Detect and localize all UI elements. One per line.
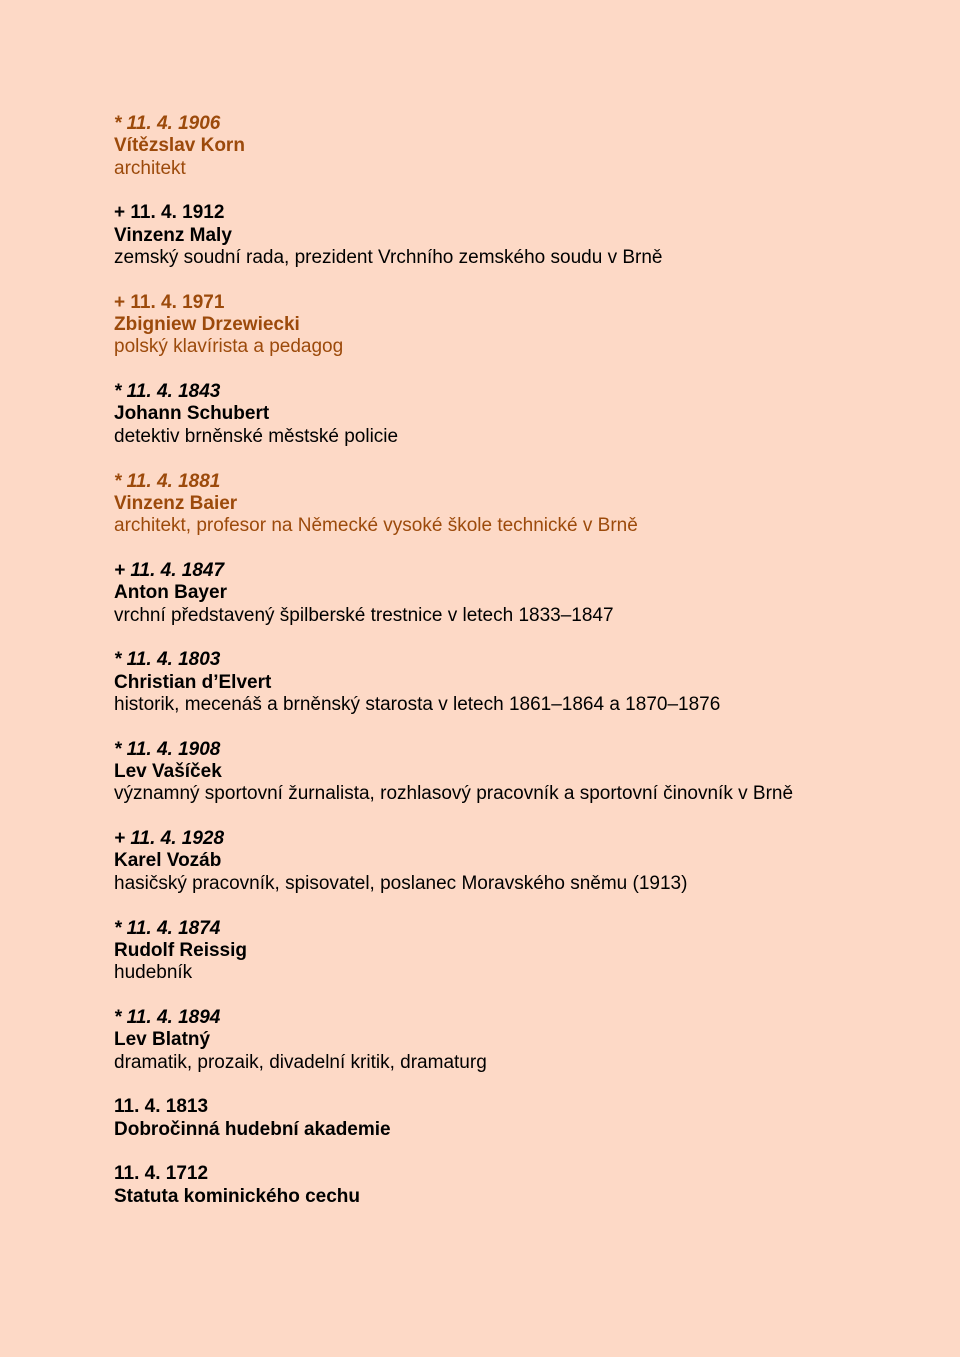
entry-date: * 11. 4. 1881	[114, 470, 221, 492]
list-item	[114, 1007, 934, 1074]
entry-date: + 11. 4. 1912	[114, 202, 225, 224]
list-item	[114, 918, 934, 985]
entry-description: zemský soudní rada, prezident Vrchního zemského soudu v Brně	[114, 246, 663, 268]
entry-description: architekt	[114, 157, 186, 179]
entry-description: architekt, profesor na Německé vysoké škole technické v Brně	[114, 515, 638, 537]
entry-name: Rudolf Reissig	[114, 939, 248, 961]
entry-description: hasičský pracovník, spisovatel, poslanec Moravského sněmu (1913)	[114, 872, 688, 894]
entry-name: Anton Bayer	[114, 582, 227, 604]
list-item	[114, 381, 934, 448]
entry-description: hudebník	[114, 962, 193, 984]
entry-name: Johann Schubert	[114, 403, 270, 425]
list-item	[114, 202, 934, 269]
entry-description: polský klavírista a pedagog	[114, 336, 344, 358]
entry-name: Statuta kominického cechu	[114, 1185, 361, 1207]
list-item	[114, 739, 934, 806]
entry-name: Lev Blatný	[114, 1029, 211, 1051]
entry-date: * 11. 4. 1906	[114, 113, 221, 134]
list-item	[114, 560, 934, 627]
entry-name: Christian d’Elvert	[114, 671, 272, 693]
entry-date: * 11. 4. 1908	[114, 738, 221, 760]
entry-name: Zbigniew Drzewiecki	[114, 314, 300, 336]
list-item	[114, 471, 934, 538]
list-item	[114, 1163, 934, 1208]
entry-date: 11. 4. 1712	[114, 1163, 209, 1185]
entries-list	[114, 113, 934, 1230]
list-item	[114, 113, 934, 180]
entry-description: historik, mecenáš a brněnský starosta v letech 1861–1864 a 1870–1876	[114, 693, 721, 715]
entry-date: 11. 4. 1813	[114, 1096, 209, 1118]
entry-date: + 11. 4. 1971	[114, 291, 225, 313]
entry-description: dramatik, prozaik, divadelní kritik, dramaturg	[114, 1051, 487, 1073]
entry-name: Karel Vozáb	[114, 850, 222, 872]
entry-date: + 11. 4. 1928	[114, 828, 225, 850]
entry-date: + 11. 4. 1847	[114, 559, 225, 581]
list-item	[114, 649, 934, 716]
entry-date: * 11. 4. 1803	[114, 649, 221, 671]
list-item	[114, 828, 934, 895]
entry-description: vrchní představený špilberské trestnice v letech 1833–1847	[114, 604, 614, 626]
entry-name: Dobročinná hudební akademie	[114, 1118, 391, 1140]
entry-name: Vinzenz Maly	[114, 224, 232, 246]
entry-name: Lev Vašíček	[114, 761, 222, 783]
list-item	[114, 1096, 934, 1141]
entry-name: Vinzenz Baier	[114, 492, 238, 514]
entry-description: detektiv brněnské městské policie	[114, 425, 399, 447]
entry-name: Vítězslav Korn	[114, 135, 245, 157]
entry-date: * 11. 4. 1874	[114, 917, 221, 939]
entry-date: * 11. 4. 1843	[114, 381, 221, 403]
entry-description: významný sportovní žurnalista, rozhlasový pracovník a sportovní činovník v Brně	[114, 783, 794, 805]
list-item	[114, 292, 934, 359]
entry-date: * 11. 4. 1894	[114, 1006, 221, 1028]
